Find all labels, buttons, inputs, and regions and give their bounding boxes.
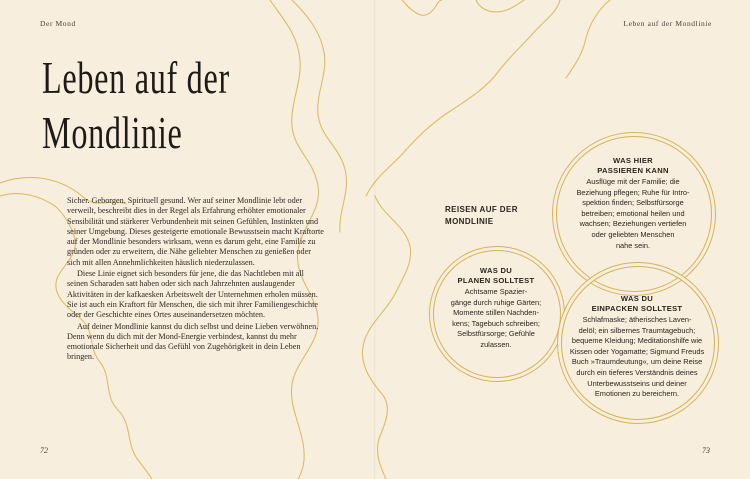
title-line-1: Leben auf der [42,52,230,103]
circle-heading [562,156,704,176]
info-circle-pack-text [561,294,713,400]
circle-line: spektion finden; Selbstfürsorge [582,198,684,208]
circle-line: delöl; ein silbernes Traumtagebuch; [578,325,696,335]
circle-heading-line: PLANEN SOLLTEST [457,276,535,285]
info-circle-plan-text [437,266,555,351]
circle-line: Buch »Traumdeutung«, um deine Reise [571,357,703,367]
page-title [42,50,252,160]
page-number-right: 73 [702,446,710,455]
circle-line: zulassen. [480,339,512,349]
circle-line: kens; Tagebuch schreiben; [452,318,540,328]
body-paragraph-3: Auf deiner Mondlinie kannst du dich selbst und deine Lieben verwöhnen. Denn wenn du dich mit der Mond-Energie verbindest, kannst du mehr emotionale Sicherheit und das Gefühl von Zugehörigkeit in dein Leben bringen. [67,321,319,362]
body-text [67,196,325,364]
circle-heading-line: WAS DU [620,294,654,303]
circle-line: nahe sein. [615,240,651,250]
circle-heading-line: EINPACKEN SOLLTEST [591,304,683,313]
circle-line: Kissen oder Yogamatte; Sigmund Freuds [569,346,705,356]
circle-heading [437,266,555,286]
section-heading-line-2: MONDLINIE [445,217,494,226]
body-paragraph-1: Sicher. Geborgen. Spirituell gesund. Wer auf seiner Mondlinie lebt oder verweilt, beschreibt dies in der Regel als Erfahrung erhöhter emotionaler Sensibilität und stärkerer Verbundenheit mit seinen Gefühlen, Instinkten und seiner Umgebung. Dieses gesteigerte emotionale Bewusstsein macht Kraftorte auf der Mondlinie besonders wirksam, wenn es darum geht, eine Familie zu gründen oder zu erweitern, die Nähe geliebter Menschen zu genießen oder sich mit allen Annehmlichkeiten häuslich niederzulassen. [67,196,324,267]
circle-line: Momente stillen Nachden- [453,308,539,318]
circle-heading-line: PASSIEREN KANN [597,166,669,175]
circle-line: Achtsame Spazier- [464,287,528,296]
info-circle-happenings-text [562,156,704,251]
circle-line: oder geliebten Menschen [591,229,675,239]
circle-line: Beziehung pflegen; Ruhe für Intro- [576,187,690,197]
circle-line: wachsen; Beziehungen vertiefen [579,219,687,229]
circle-heading [561,294,713,314]
running-head-left: Der Mond [40,19,76,28]
running-head-right: Leben auf der Mondlinie [623,19,712,28]
circle-heading-line: WAS HIER [613,156,653,165]
circle-line: durch ein tieferes Verständnis deines [576,367,698,377]
title-line-2: Mondlinie [42,107,183,158]
circle-line: gänge durch ruhige Gärten; [450,297,542,307]
circle-heading-line: WAS DU [479,266,513,275]
section-heading [445,204,565,228]
circle-line: Ausflüge mit der Familie; die [586,177,680,186]
circle-line: Selbstfürsorge; Gefühle [457,329,535,339]
circle-line: bequeme Kleidung; Meditationshilfe wie [571,336,703,346]
circle-line: Unterbewusstseins und deiner [587,378,687,388]
circle-line: Schlafmaske; ätherisches Laven- [582,315,692,324]
circle-line: Emotionen zu bereichern. [594,389,680,399]
page-number-left: 72 [40,446,48,455]
section-heading-line-1: REISEN AUF DER [445,205,518,214]
circle-line: betreiben; emotional heilen und [581,208,685,218]
body-paragraph-2: Diese Linie eignet sich besonders für jene, die das Nachtleben mit all seinen Scharaden satt haben oder sich nach Jahrzehnten auslaugender Aktivitäten in der kafkaesken Arbeitswelt der Unternehmen erholen müssen. Sie ist auch ein Kraftort für Menschen, die sich mit ihrer Familiengeschichte oder der Geschichte eines Ortes auseinandersetzen möchten. [67,269,319,320]
